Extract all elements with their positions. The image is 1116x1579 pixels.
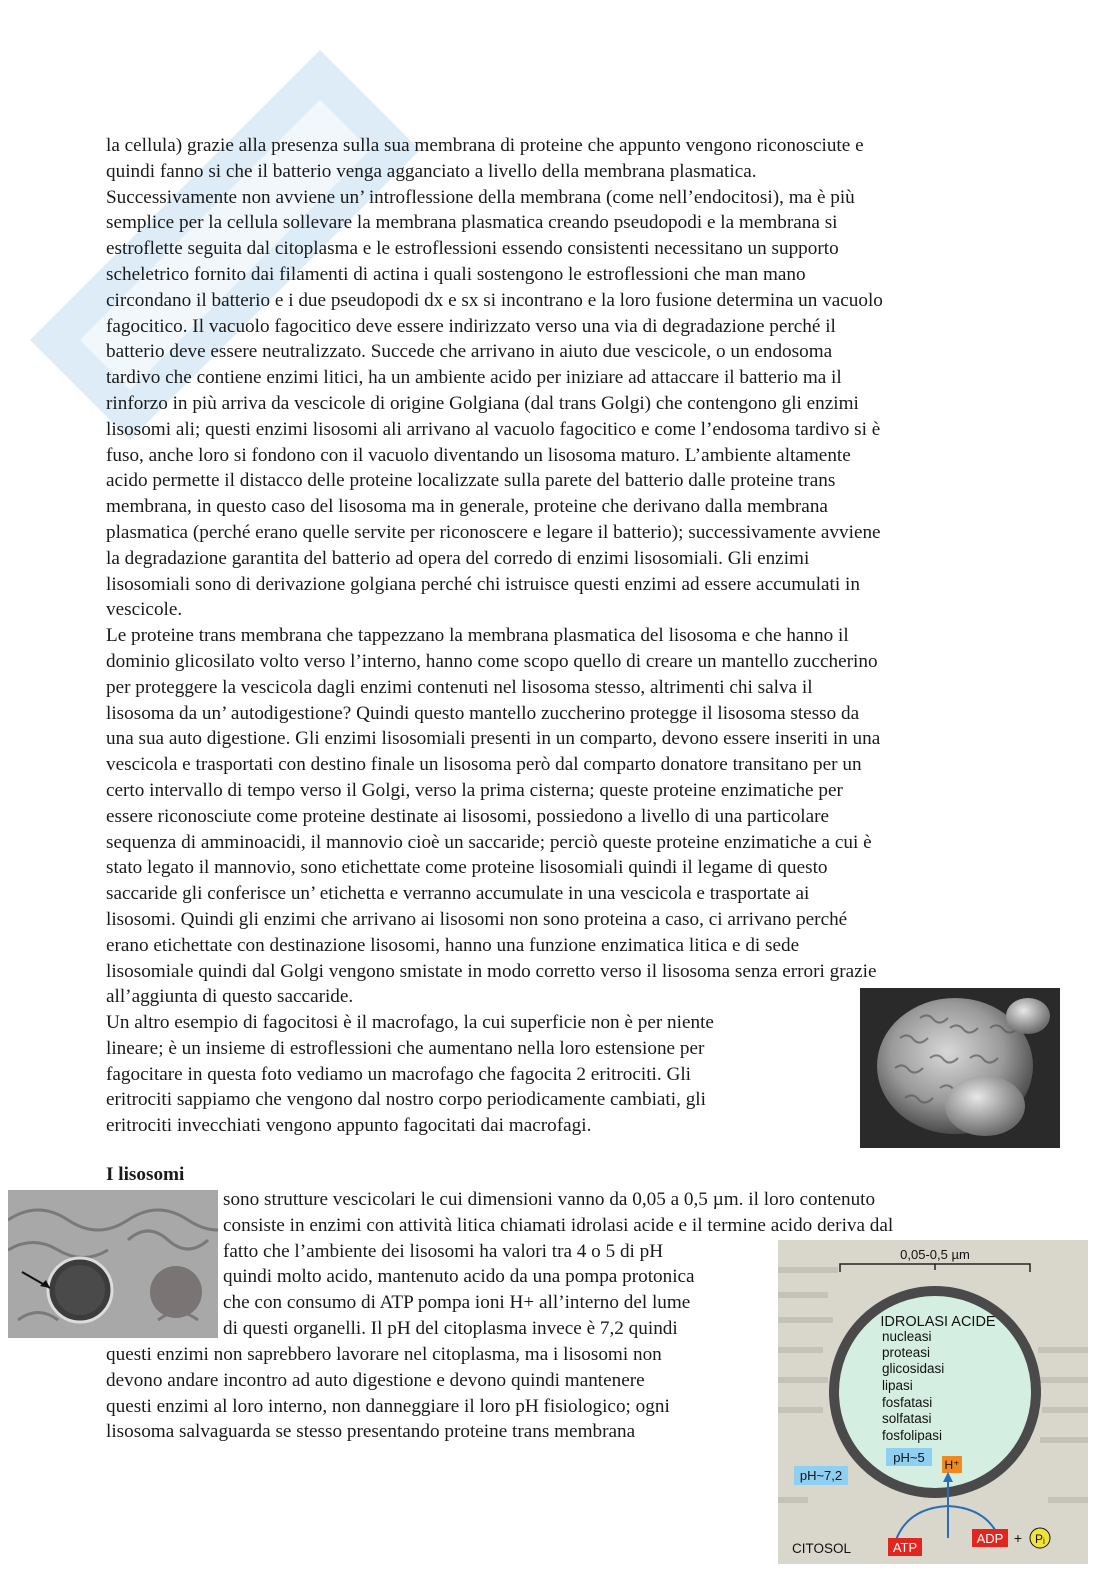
enzyme-label: lipasi	[882, 1378, 913, 1393]
text-line: vescicole.	[106, 599, 183, 621]
text-line: consiste in enzimi con attività litica chiamati idrolasi acide e il termine acido deriva dal	[223, 1214, 894, 1236]
enzyme-label: proteasi	[882, 1345, 931, 1360]
enzyme-label: solfatasi	[882, 1411, 932, 1426]
text-line: lisosomi. Quindi gli enzimi che arrivano ai lisosomi non sono proteina a caso, ci arrivano perché	[106, 908, 848, 930]
text-line: acido permette il distacco delle proteine localizzate sulla parete del batterio dalle proteine trans	[106, 470, 836, 492]
ph-outside-label: pH~7,2	[799, 1468, 843, 1483]
text-line: per proteggere la vescicola dagli enzimi contenuti nel lisosoma stesso, altrimenti chi salva il	[106, 676, 813, 698]
enzymes-title: IDROLASI ACIDE	[880, 1314, 996, 1330]
lysosome-micrograph	[8, 1190, 218, 1338]
text-line: lisosomiale quindi dal Golgi vengono smistate in modo corretto verso il lisosoma senza errori grazie	[106, 960, 877, 982]
text-line: lineare; è un insieme di estroflessioni che aumentano nella loro estensione per	[106, 1037, 705, 1059]
text-line: fagocitico. Il vacuolo fagocitico deve essere indirizzato verso una via di degradazione perché il	[106, 315, 836, 337]
cytosol-label: CITOSOL	[792, 1541, 852, 1556]
section-heading: I lisosomi	[106, 1164, 185, 1185]
enzyme-label: nucleasi	[882, 1329, 932, 1344]
plus-label: +	[1013, 1530, 1023, 1546]
text-line: lisosoma salvaguarda se stesso presentando proteine trans membrana	[106, 1421, 636, 1443]
text-line: una sua auto digestione. Gli enzimi lisosomiali presenti in un comparto, devono essere inseriti in una	[106, 728, 881, 750]
pi-label: Pᵢ	[1035, 1532, 1045, 1546]
text-line: semplice per la cellula sollevare la membrana plasmatica creando pseudopodi e la membrana si	[106, 212, 838, 234]
text-line: devono andare incontro ad auto digestione e devono quindi mantenere	[106, 1369, 645, 1391]
text-line: essere riconosciute come proteine destinate ai lisosomi, possiedono a livello di una particolare	[106, 805, 830, 827]
text-line: lisosoma da un’ autodigestione? Quindi questo mantello zuccherino protegge il lisosoma stesso da	[106, 702, 860, 724]
text-line: tardivo che contiene enzimi litici, ha un ambiente acido per iniziare ad attaccare il batterio ma il	[106, 367, 842, 389]
text-line: di questi organelli. Il pH del citoplasma invece è 7,2 quindi	[223, 1317, 678, 1339]
text-line: stato legato il mannovio, sono etichettate come proteine lisosomiali quindi il legame di questo	[106, 857, 828, 879]
enzyme-label: glicosidasi	[882, 1361, 945, 1376]
enzyme-label: fosfolipasi	[882, 1428, 943, 1443]
text-line: eritrociti invecchiati vengono appunto fagocitati dai macrofagi.	[106, 1115, 592, 1137]
text-line: plasmatica (perché erano quelle servite per riconoscere e legare il batterio); successivamente avviene	[106, 521, 881, 543]
text-line: erano etichettate con destinazione lisosomi, hanno una funzione enzimatica litica e di sede	[106, 934, 800, 956]
text-line: che con consumo di ATP pompa ioni H+ all’interno del lume	[223, 1292, 691, 1314]
ph-inside-label: pH~5	[893, 1450, 925, 1465]
text-line: circondano il batterio e i due pseudopodi dx e sx si incontrano e la loro fusione determina un vacuolo	[106, 289, 883, 311]
text-line: questi enzimi al loro interno, non danneggiare il loro pH fisiologico; ogni	[106, 1395, 670, 1417]
atp-label: ATP	[892, 1540, 918, 1555]
text-line: Successivamente non avviene un’ introflessione della membrana (come nell’endocitosi), ma è più	[106, 186, 855, 208]
lysosome-diagram	[778, 1240, 1088, 1564]
macrophage-text	[106, 1010, 714, 1139]
text-line: fatto che l’ambiente dei lisosomi ha valori tra 4 o 5 di pH	[223, 1240, 664, 1262]
text-line: quindi fanno si che il batterio venga agganciato a livello della membrana plasmatica.	[106, 160, 757, 182]
text-line: Le proteine trans membrana che tappezzano la membrana plasmatica del lisosoma e che hanno il	[106, 625, 849, 647]
text-line: lisosomi ali; questi enzimi lisosomi ali arrivano al vacuolo fagocitico e come l’endosoma tardivo si è	[106, 418, 881, 440]
adp-label: ADP	[976, 1531, 1004, 1546]
text-line: saccaride gli conferisce un’ etichetta e verranno accumulate in una vescicola e trasportate ai	[106, 883, 810, 905]
text-line: quindi molto acido, mantenuto acido da una pompa protonica	[223, 1266, 695, 1288]
enzyme-label: fosfatasi	[882, 1395, 933, 1410]
text-line: questi enzimi non saprebbero lavorare nel citoplasma, ma i lisosomi non	[106, 1344, 662, 1365]
text-line: fuso, anche loro si fondono con il vacuolo diventando un lisosoma maturo. L’ambiente altamente	[106, 444, 851, 466]
text-line: eritrociti sappiamo che vengono dal nostro corpo periodicamente cambiati, gli	[106, 1089, 706, 1111]
text-line: scheletrico fornito dai filamenti di actina i quali sostengono le estroflessioni che man mano	[106, 263, 806, 285]
text-line: lisosomiali sono di derivazione golgiana perché chi istruisce questi enzimi ad essere accumulati in	[106, 573, 860, 595]
text-line: batterio deve essere neutralizzato. Succede che arrivano in aiuto due vescicole, o un endosoma	[106, 341, 833, 363]
text-line: sequenza di amminoacidi, il mannovio cioè un saccaride; perciò queste proteine enzimatiche a cui è	[106, 831, 872, 853]
text-line: rinforzo in più arriva da vescicole di origine Golgiana (dal trans Golgi) che contengono gli enzimi	[106, 392, 859, 414]
text-line: Un altro esempio di fagocitosi è il macrofago, la cui superficie non è per niente	[106, 1012, 714, 1033]
proton-label: H⁺	[944, 1458, 960, 1472]
text-line: sono strutture vescicolari le cui dimensioni vanno da 0,05 a 0,5 µm. il loro contenuto	[223, 1189, 876, 1210]
text-line: membrana, in questo caso del lisosoma ma in generale, proteine che derivano dalla membrana	[106, 496, 828, 518]
text-line: fagocitare in questa foto vediamo un macrofago che fagocita 2 eritrociti. Gli	[106, 1063, 691, 1085]
text-line: dominio glicosilato volto verso l’interno, hanno come scopo quello di creare un mantello zuccherino	[106, 650, 878, 672]
macrophage-photo	[860, 988, 1060, 1148]
lisosomi-text-bottom	[106, 1342, 670, 1445]
text-line: la cellula) grazie alla presenza sulla sua membrana di proteine che appunto vengono riconosciute e	[106, 135, 864, 156]
text-line: certo intervallo di tempo verso il Golgi, verso la prima cisterna; queste proteine enzimatiche per	[106, 779, 843, 801]
size-label: 0,05-0,5 µm	[900, 1247, 970, 1262]
text-line: estroflette seguita dal citoplasma e le estroflessioni essendo consistenti necessitano un supporto	[106, 238, 839, 260]
text-line: all’aggiunta di questo saccaride.	[106, 986, 354, 1008]
main-text	[106, 133, 883, 1010]
text-line: vescicola e trasportati con destino finale un lisosoma però dal comparto donatore transitano per un	[106, 754, 862, 776]
text-line: la degradazione garantita del batterio ad opera del corredo di enzimi lisosomiali. Gli enzimi	[106, 547, 810, 569]
